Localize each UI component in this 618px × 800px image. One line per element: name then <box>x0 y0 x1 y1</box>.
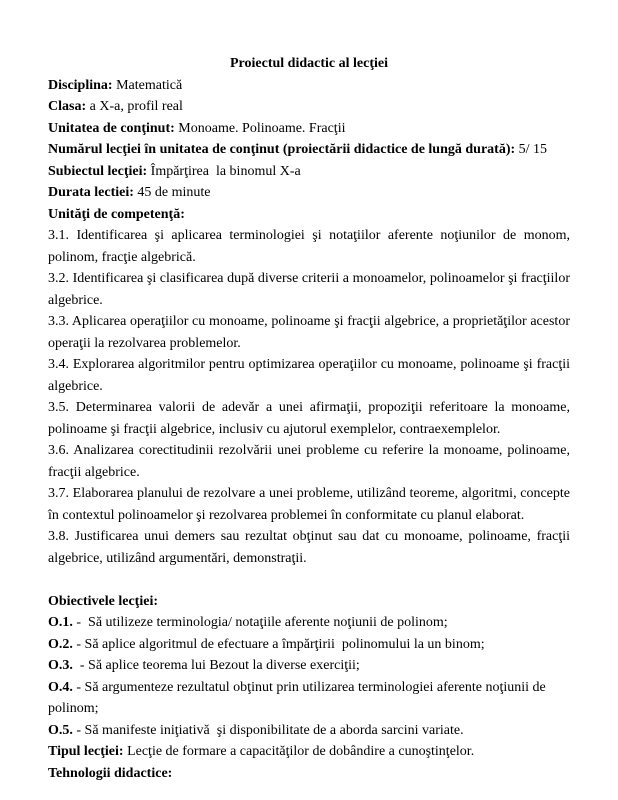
field-numarul-lectiei <box>48 139 570 161</box>
objective-label: O.5. <box>48 722 73 738</box>
field-subiectul-lectiei <box>48 161 570 183</box>
competencies-heading: Unităţi de competenţă: <box>48 206 185 222</box>
objective-text: - Să aplice teorema lui Bezout la diverse exerciţii; <box>72 658 360 673</box>
field-value: 45 de minute <box>133 185 211 200</box>
competency-item-3-5: 3.5. Determinarea valorii de adevăr a unei afirmaţii, propoziţii referitoare la monoame, polinoame şi fracţii algebrice, inclusiv cu ajutorul exemplelor, contraexemplelor. <box>48 400 570 437</box>
objective-item-o3 <box>48 655 570 677</box>
objective-item-o5 <box>48 720 570 742</box>
field-label: Unitatea de conţinut: <box>48 120 175 136</box>
objective-label: O.4. <box>48 679 73 695</box>
field-label: Clasa: <box>48 99 87 114</box>
field-clasa <box>48 96 570 118</box>
competency-item-3-4: 3.4. Explorarea algoritmilor pentru optimizarea operaţiilor cu monoame, polinoame şi fracţii algebrice. <box>48 357 570 394</box>
objective-label: O.3. <box>48 658 73 673</box>
tech-heading: Tehnologii didactice: <box>48 765 173 781</box>
field-unitatea-de-continut <box>48 118 570 140</box>
competency-item-3-1: 3.1. Identificarea şi aplicarea terminologiei şi notaţiilor aferente noţiunilor de monom, polinom, fracţie algebrică. <box>48 228 570 265</box>
competency-item-3-8: 3.8. Justificarea unui demers sau rezultat obţinut sau dat cu monoame, polinoame, fracţii algebrice, utilizând argumentări, demonstraţii. <box>48 529 570 566</box>
field-value: Monoame. Polinoame. Fracţii <box>174 120 346 136</box>
field-label: Durata lectiei: <box>48 185 134 200</box>
objective-item-o1 <box>48 612 570 634</box>
objective-text: - Să manifeste iniţiativă şi disponibilitate de a aborda sarcini variate. <box>72 722 464 738</box>
field-value: 5/ 15 <box>515 142 548 157</box>
field-label: Subiectul lecţiei: <box>48 163 148 179</box>
competency-item-3-7: 3.7. Elaborarea planului de rezolvare a unei probleme, utilizând teoreme, algoritmi, concepte în contextul polinoamelor şi rezolvarea problemei în conformitate cu planul elaborat. <box>48 486 570 523</box>
objective-text: - Să utilizeze terminologia/ notaţiile aferente noţiunii de polinom; <box>72 615 448 630</box>
field-label: Numărul lecţiei în unitatea de conţinut (proiectării didactice de lungă durată): <box>48 142 516 157</box>
objective-item-o4 <box>48 677 570 720</box>
objective-text: - Să aplice algoritmul de efectuare a împărţirii polinomului la un binom; <box>72 636 485 652</box>
objective-text: - Să argumenteze rezultatul obţinut prin utilizarea terminologiei aferente noţiunii de polinom; <box>48 679 550 716</box>
objective-label: O.1. <box>48 615 73 630</box>
page-title: Proiectul didactic al lecţiei <box>230 56 388 71</box>
field-value: Lecţie de formare a capacităţilor de dobândire a cunoştinţelor. <box>123 744 475 759</box>
field-value: a X-a, profil real <box>86 99 183 114</box>
field-disciplina <box>48 75 570 97</box>
competency-item-3-6: 3.6. Analizarea corectitudinii rezolvării unei probleme cu referire la monoame, polinoame, fracţii algebrice. <box>48 443 570 480</box>
field-tipul-lectiei <box>48 741 570 763</box>
field-label: Disciplina: <box>48 77 113 93</box>
field-durata-lectiei <box>48 182 570 204</box>
field-label: Tipul lecţiei: <box>48 744 124 759</box>
field-value: Împărţirea la binomul X-a <box>147 163 301 179</box>
objective-label: O.2. <box>48 636 73 652</box>
objective-item-o2 <box>48 634 570 656</box>
objectives-heading: Obiectivele lecţiei: <box>48 593 158 609</box>
field-value: Matematică <box>112 77 183 93</box>
competency-item-3-3: 3.3. Aplicarea operaţiilor cu monoame, polinoame şi fracţii algebrice, a proprietăţilor acestor operaţii la rezolvarea problemelor. <box>48 314 570 351</box>
competency-item-3-2: 3.2. Identificarea şi clasificarea după diverse criterii a monoamelor, polinoamelor şi fracţiilor algebrice. <box>48 271 570 308</box>
